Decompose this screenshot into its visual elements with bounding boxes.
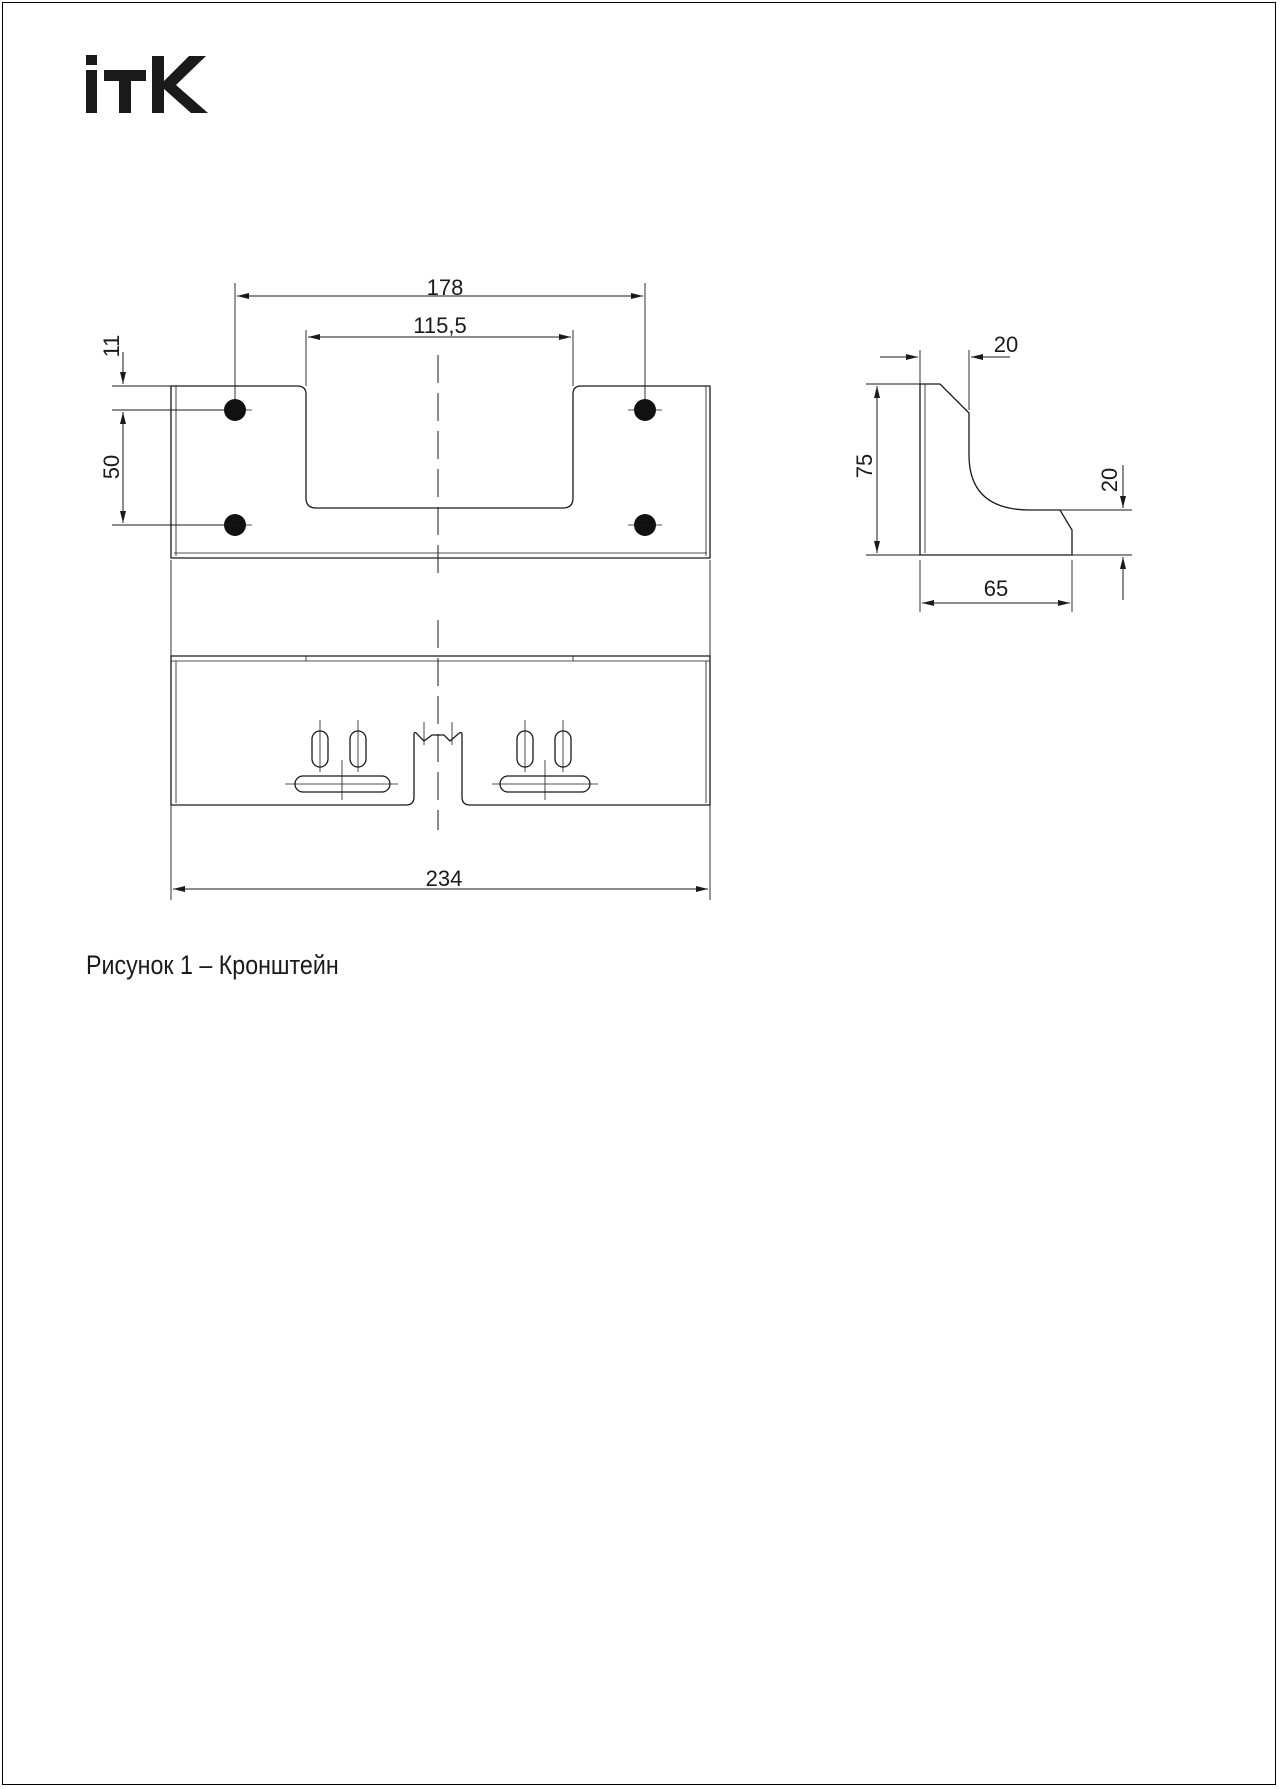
dim-115-5: 115,5 [413, 313, 467, 338]
dim-20-side: 20 [1097, 467, 1122, 493]
dim-11: 11 [99, 334, 124, 358]
dim-75: 75 [852, 453, 877, 479]
dim-65: 65 [983, 576, 1009, 601]
dim-234: 234 [425, 866, 463, 891]
front-view [171, 620, 710, 830]
top-view [171, 355, 710, 580]
mounting-holes [224, 399, 656, 536]
dim-178: 178 [426, 275, 464, 300]
dim-20-top: 20 [993, 332, 1019, 357]
dim-50: 50 [99, 454, 124, 480]
figure-caption: Рисунок 1 – Кронштейн [86, 950, 339, 980]
side-view [920, 384, 1072, 555]
